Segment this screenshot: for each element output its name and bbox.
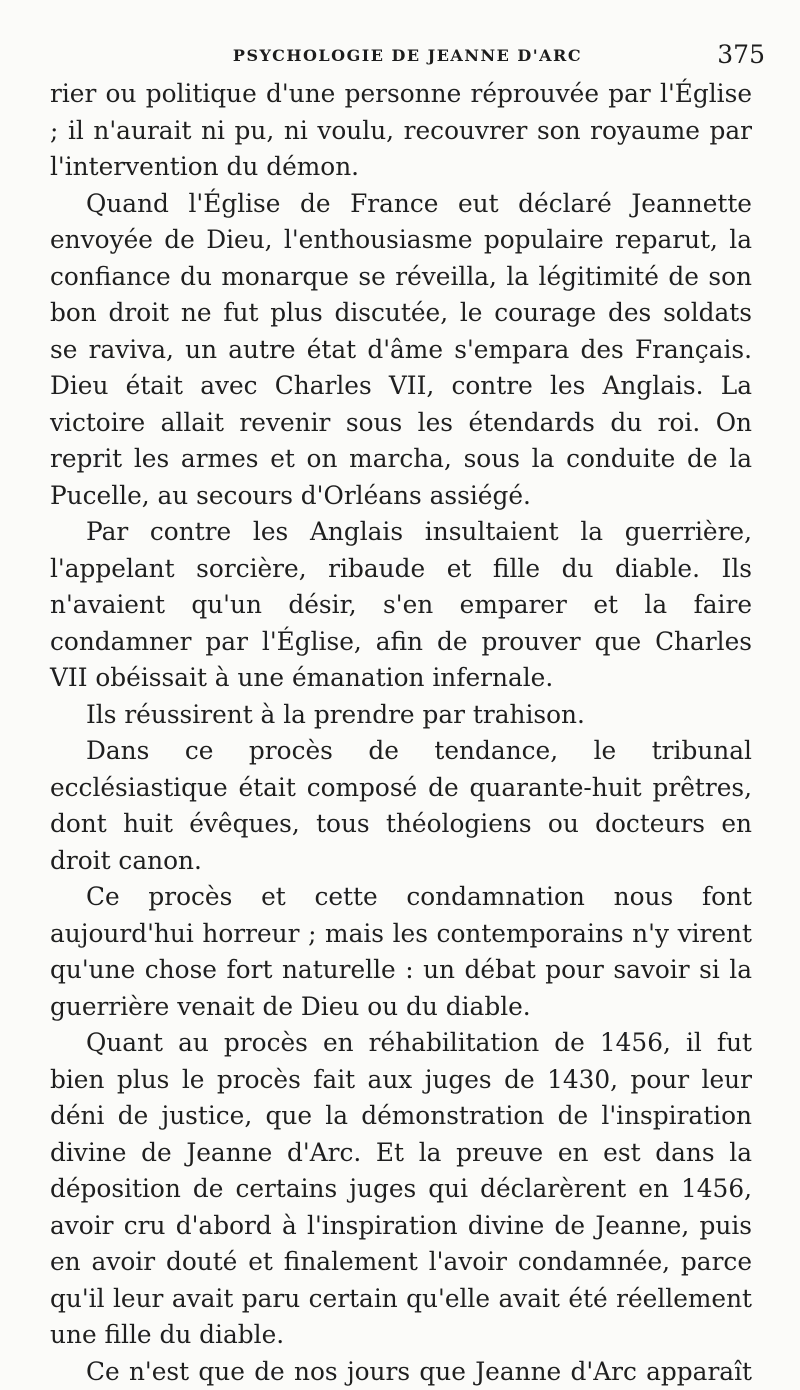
paragraph: Ils réussirent à la prendre par trahison.	[86, 699, 585, 729]
paragraph: Par contre les Anglais insultaient la guerrière, l'appelant sorcière, ribaude et fille du diable. Ils n'avaient qu'un désir, s'en emparer et la faire condamner par l'Église, afin de prouver que Charles VII obéissait à une émanation infernale.	[50, 517, 752, 692]
paragraph-continues: Ce n'est que de nos jours que Jeanne d'Arc apparaît	[86, 1356, 752, 1386]
paragraph-continued: rier ou politique d'une personne réprouvée par l'Église ; il n'aurait ni pu, ni voulu, recouvrer son royaume par l'intervention du démon.	[50, 79, 752, 181]
paragraph: Quant au procès en réhabilitation de 1456, il fut bien plus le procès fait aux juges de 1430, pour leur déni de justice, que la démonstration de l'inspiration divine de Jeanne d'Arc. Et la preuve en est dans la déposition de certains juges qui déclarèrent en 1456, avoir cru d'abord à l'inspiration divine de Jeanne, puis en avoir douté et finalement l'avoir condamnée, parce qu'il leur avait paru certain qu'elle avait été réellement une fille du diable.	[50, 1028, 752, 1349]
running-head	[50, 40, 765, 76]
paragraph: Dans ce procès de tendance, le tribunal ecclésiastique était composé de quarante-huit prêtres, dont huit évêques, tous théologiens ou docteurs en droit canon.	[50, 736, 752, 875]
page-number: 375	[717, 40, 765, 69]
running-title: PSYCHOLOGIE DE JEANNE D'ARC	[232, 46, 583, 65]
body-text	[50, 76, 752, 1390]
paragraph: Ce procès et cette condamnation nous font aujourd'hui horreur ; mais les contemporains n'y virent qu'une chose fort naturelle : un débat pour savoir si la guerrière venait de Dieu ou du diable.	[50, 882, 752, 1021]
paragraph: Quand l'Église de France eut déclaré Jeannette envoyée de Dieu, l'enthousiasme populaire reparut, la confiance du monarque se réveilla, la légitimité de son bon droit ne fut plus discutée, le courage des soldats se raviva, un autre état d'âme s'empara des Français. Dieu était avec Charles VII, contre les Anglais. La victoire allait revenir sous les étendards du roi. On reprit les armes et on marcha, sous la conduite de la Pucelle, au secours d'Orléans assiégé.	[50, 188, 752, 510]
